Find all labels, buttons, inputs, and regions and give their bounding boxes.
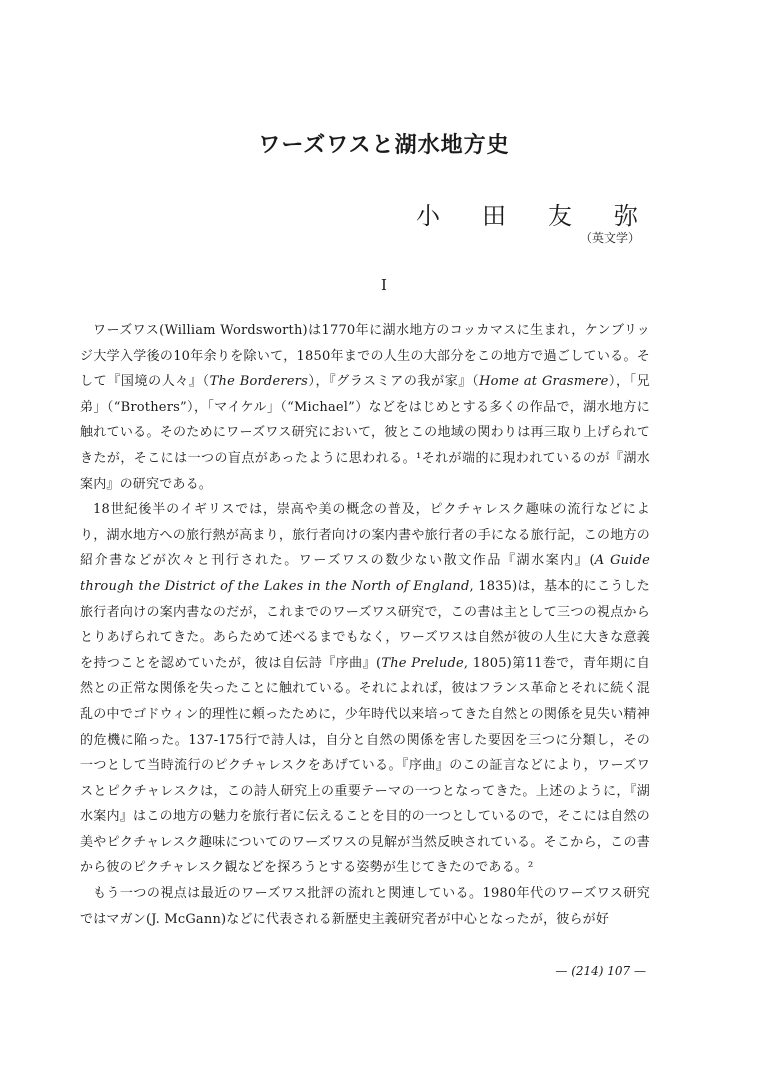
- body-paragraph: [80, 497, 650, 881]
- article-title: ワーズワスと湖水地方史: [258, 133, 510, 158]
- author-name: [416, 196, 638, 231]
- page-number: — (214) 107 —: [555, 964, 646, 978]
- author-char: 弥: [614, 202, 638, 230]
- paragraph-text: , 1835)は，基本的にこうした旅行者向けの案内書なのだが，これまでのワーズワス研究で，この書は主として三つの視点からとりあげられてきた。あらためて述べるまでもなく，ワーズワスは自然が彼の人生に大きな意義を持つことを認めていたが，彼は自伝詩『序曲』(: [80, 578, 650, 671]
- italic-title-text: A Guide through the District of the Lakes in the North of England: [80, 553, 651, 594]
- article-body: [80, 318, 650, 932]
- paragraph-text: もう一つの視点は最近のワーズワス批評の流れと関連している。1980年代のワーズワス研究ではマガン(J. McGann)などに代表される新歴史主義研究者が中心となったが，彼らが好: [80, 886, 650, 927]
- author-char: 小: [416, 202, 440, 230]
- paragraph-text: ワーズワス(William Wordsworth)は1770年に湖水地方のコッカマスに生まれ，ケンブリッジ大学入学後の10年余りを除いて，1850年までの人生の大部分をこの地方で過ごしている。そして『国境の人々』（: [80, 323, 650, 390]
- paragraph-text: , 1805)第11巻で，青年期に自然との正常な関係を失ったことに触れている。それによれば，彼はフランス革命とそれに続く混乱の中でゴドウィン的理性に頼ったために，少年時代以来培ってきた自然との関係を見失い精神的危機に陥った。137-175行で詩人は，自分と自然の関係を害した要因を三つに分類し，その一つとして当時流行のピクチャレスクをあげている。『序曲』のこの証言などにより，ワーズワスとピクチャレスクは，この詩人研究上の重要テーマの一つとなってきた。上述のように，『湖水案内』はこの地方の魅力を旅行者に伝えることを目的の一つとしているので，そこには自然の美やピクチャレスク趣味についてのワーズワスの見解が当然反映されている。そこから，この書から彼のピクチャレスク観などを探ろうとする姿勢が生じてきたのである。²: [80, 655, 650, 876]
- body-paragraph: [80, 881, 650, 932]
- italic-title-text: The Borderers: [209, 374, 308, 390]
- body-paragraph: [80, 318, 650, 497]
- paragraph-text: ），『グラスミアの我が家』（: [307, 374, 480, 390]
- paragraph-text: 18世紀後半のイギリスでは，崇高や美の概念の普及，ピクチャレスク趣味の流行などにより，湖水地方への旅行熱が高まり，旅行者向けの案内書や旅行者の手になる旅行記，この地方の紹介書などが次々と刊行された。ワーズワスの数少ない散文作品『湖水案内』(: [80, 502, 650, 569]
- paragraph-text: ），「兄弟」（“Brothers”），「マイケル」（“Michael”）などをはじめとする多くの作品で，湖水地方に触れている。そのためにワーズワス研究において，彼とこの地域の関わりは再三取り上げられてきたが，そこには一つの盲点があったように思われる。¹それが端的に現われているのが『湖水案内』の研究である。: [80, 374, 650, 492]
- italic-title-text: The Prelude: [381, 655, 464, 671]
- italic-title-text: Home at Grasmere: [479, 374, 609, 390]
- author-char: 友: [548, 202, 572, 230]
- author-department: （英文学）: [579, 231, 640, 245]
- section-heading: I: [381, 276, 387, 294]
- author-char: 田: [482, 202, 506, 230]
